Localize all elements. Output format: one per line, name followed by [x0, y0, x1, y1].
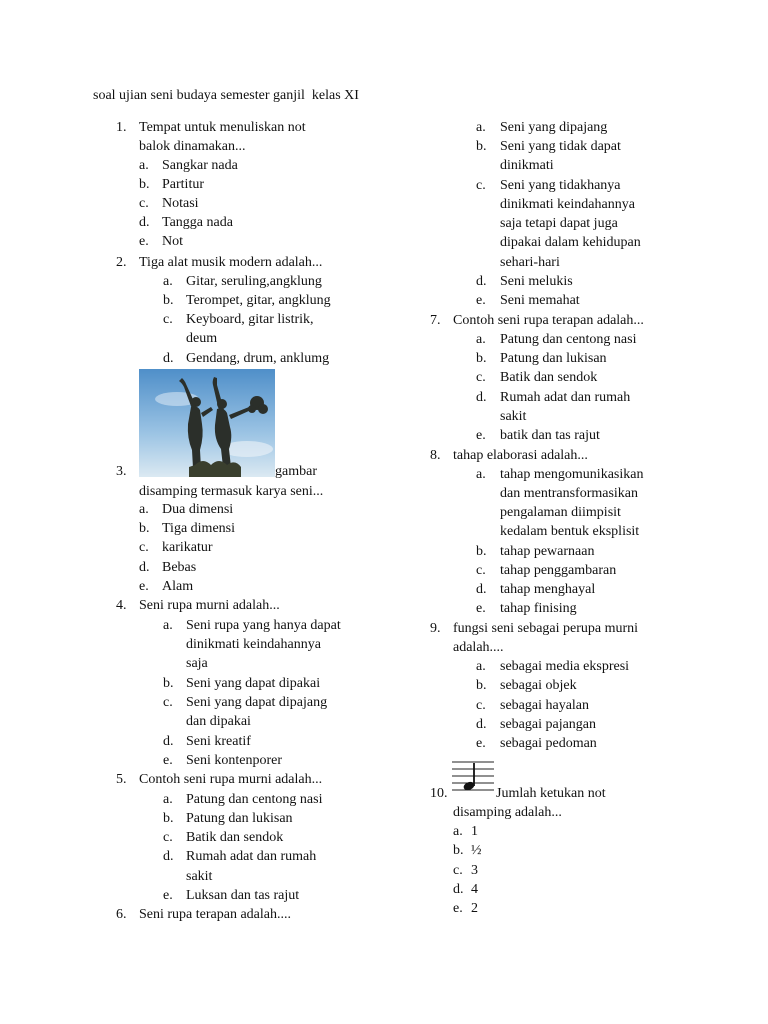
option-text: sakit: [500, 409, 527, 424]
option-letter: d.: [453, 882, 464, 897]
option-text: tahap finising: [500, 601, 577, 616]
option-text: 2: [471, 901, 478, 916]
option-letter: c.: [476, 370, 486, 385]
option-letter: a.: [139, 502, 149, 517]
question-text: fungsi seni sebagai perupa murni: [453, 621, 639, 636]
option-text: Gitar, seruling,angklung: [186, 274, 322, 289]
option-letter: e.: [476, 736, 486, 751]
option-text: pengalaman diimpisit: [500, 505, 621, 520]
option-text: Patung dan lukisan: [500, 351, 607, 366]
option-text: tahap mengomunikasikan: [500, 467, 644, 482]
question-number: 9.: [430, 621, 441, 636]
option-text: Batik dan sendok: [500, 370, 598, 385]
option-letter: c.: [163, 830, 173, 845]
option-text: tahap penggambaran: [500, 563, 617, 578]
option-text: Rumah adat dan rumah: [500, 390, 631, 405]
option-text: Tiga dimensi: [162, 521, 235, 536]
option-letter: a.: [476, 120, 486, 135]
option-text: dipakai dalam kehidupan: [500, 235, 641, 250]
option-letter: b.: [163, 811, 174, 826]
option-text: Luksan dan tas rajut: [186, 888, 300, 903]
option-letter: e.: [453, 901, 463, 916]
option-text: sebagai objek: [500, 678, 577, 693]
question-number: 8.: [430, 448, 441, 463]
option-letter: a.: [476, 467, 486, 482]
question-number: 10.: [430, 786, 448, 801]
option-letter: e.: [476, 428, 486, 443]
page-title: soal ujian seni budaya semester ganjil kelas XI: [93, 88, 359, 103]
option-text: ½: [471, 843, 482, 858]
option-text: sebagai pedoman: [500, 736, 597, 751]
option-letter: b.: [453, 843, 464, 858]
option-text: saja tetapi dapat juga: [500, 216, 618, 231]
option-letter: d.: [139, 215, 150, 230]
option-letter: d.: [476, 274, 487, 289]
option-letter: b.: [163, 676, 174, 691]
option-text: dinikmati keindahannya: [186, 637, 321, 652]
question-text: tahap elaborasi adalah...: [453, 448, 588, 463]
option-letter: a.: [163, 792, 173, 807]
question-text: gambar: [275, 464, 317, 479]
question-number: 1.: [116, 120, 127, 135]
option-text: saja: [186, 656, 208, 671]
monument-statue-image: [139, 369, 275, 477]
option-letter: d.: [476, 390, 487, 405]
option-text: Patung dan centong nasi: [186, 792, 323, 807]
option-text: kedalam bentuk eksplisit: [500, 524, 640, 539]
option-text: Seni yang dipajang: [500, 120, 608, 135]
option-text: karikatur: [162, 540, 213, 555]
option-text: tahap pewarnaan: [500, 544, 595, 559]
option-letter: e.: [139, 234, 149, 249]
option-text: tahap menghayal: [500, 582, 596, 597]
option-letter: e.: [476, 293, 486, 308]
question-text: Jumlah ketukan not: [496, 786, 606, 801]
option-text: Seni memahat: [500, 293, 580, 308]
option-text: 1: [471, 824, 478, 839]
option-letter: b.: [476, 544, 487, 559]
option-text: Seni yang dapat dipakai: [186, 676, 321, 691]
option-text: sehari-hari: [500, 255, 560, 270]
option-letter: b.: [163, 293, 174, 308]
option-text: Notasi: [162, 196, 199, 211]
option-text: Gendang, drum, anklumg: [186, 351, 330, 366]
option-text: Patung dan lukisan: [186, 811, 293, 826]
question-number: 2.: [116, 255, 127, 270]
option-letter: a.: [476, 659, 486, 674]
question-number: 5.: [116, 772, 127, 787]
option-text: sakit: [186, 869, 213, 884]
option-letter: c.: [453, 863, 463, 878]
option-text: Seni yang dapat dipajang: [186, 695, 328, 710]
option-text: Terompet, gitar, angklung: [186, 293, 331, 308]
question-number: 3.: [116, 464, 127, 479]
option-letter: b.: [476, 351, 487, 366]
option-letter: d.: [139, 560, 150, 575]
option-text: Keyboard, gitar listrik,: [186, 312, 314, 327]
option-letter: e.: [163, 753, 173, 768]
option-letter: e.: [163, 888, 173, 903]
option-text: Seni yang tidakhanya: [500, 178, 621, 193]
option-letter: d.: [163, 351, 174, 366]
question-text: Seni rupa terapan adalah....: [139, 907, 291, 922]
option-text: batik dan tas rajut: [500, 428, 600, 443]
option-letter: c.: [139, 540, 149, 555]
option-text: dan mentransformasikan: [500, 486, 639, 501]
option-text: sebagai pajangan: [500, 717, 597, 732]
option-letter: a.: [139, 158, 149, 173]
option-letter: a.: [476, 332, 486, 347]
question-text: Tiga alat musik modern adalah...: [139, 255, 323, 270]
option-text: Bebas: [162, 560, 197, 575]
option-text: dinikmati: [500, 158, 554, 173]
question-number: 6.: [116, 907, 127, 922]
option-letter: e.: [476, 601, 486, 616]
option-letter: b.: [139, 521, 150, 536]
option-letter: c.: [163, 695, 173, 710]
option-text: Not: [162, 234, 183, 249]
question-text: Seni rupa murni adalah...: [139, 598, 280, 613]
option-letter: b.: [139, 177, 150, 192]
option-letter: b.: [476, 678, 487, 693]
option-text: Batik dan sendok: [186, 830, 284, 845]
option-letter: d.: [163, 849, 174, 864]
option-letter: d.: [476, 717, 487, 732]
option-letter: c.: [476, 563, 486, 578]
quarter-note-icon: [452, 760, 494, 794]
option-letter: c.: [476, 178, 486, 193]
question-text: adalah....: [453, 640, 504, 655]
option-text: Tangga nada: [162, 215, 233, 230]
option-text: deum: [186, 331, 218, 346]
option-letter: b.: [476, 139, 487, 154]
option-text: Seni rupa yang hanya dapat: [186, 618, 341, 633]
option-text: Seni melukis: [500, 274, 573, 289]
option-letter: c.: [139, 196, 149, 211]
option-text: dinikmati keindahannya: [500, 197, 635, 212]
option-text: sebagai media ekspresi: [500, 659, 630, 674]
option-text: Rumah adat dan rumah: [186, 849, 317, 864]
question-text: disamping termasuk karya seni...: [139, 484, 324, 499]
question-text: Contoh seni rupa murni adalah...: [139, 772, 323, 787]
option-text: Sangkar nada: [162, 158, 238, 173]
option-letter: a.: [163, 274, 173, 289]
option-text: Seni kontenporer: [186, 753, 283, 768]
option-text: Dua dimensi: [162, 502, 234, 517]
option-text: Seni kreatif: [186, 734, 251, 749]
option-letter: a.: [163, 618, 173, 633]
option-text: Seni yang tidak dapat: [500, 139, 621, 154]
question-number: 4.: [116, 598, 127, 613]
option-text: Alam: [162, 579, 194, 594]
option-text: Patung dan centong nasi: [500, 332, 637, 347]
question-text: Tempat untuk menuliskan not: [139, 120, 306, 135]
option-text: dan dipakai: [186, 714, 251, 729]
question-text: disamping adalah...: [453, 805, 562, 820]
option-text: Partitur: [162, 177, 204, 192]
option-text: 4: [471, 882, 478, 897]
option-letter: e.: [139, 579, 149, 594]
option-letter: d.: [163, 734, 174, 749]
question-text: balok dinamakan...: [139, 139, 246, 154]
option-text: 3: [471, 863, 478, 878]
option-letter: d.: [476, 582, 487, 597]
option-letter: a.: [453, 824, 463, 839]
question-text: Contoh seni rupa terapan adalah...: [453, 313, 644, 328]
option-text: sebagai hayalan: [500, 698, 590, 713]
option-letter: c.: [163, 312, 173, 327]
option-letter: c.: [476, 698, 486, 713]
question-number: 7.: [430, 313, 441, 328]
